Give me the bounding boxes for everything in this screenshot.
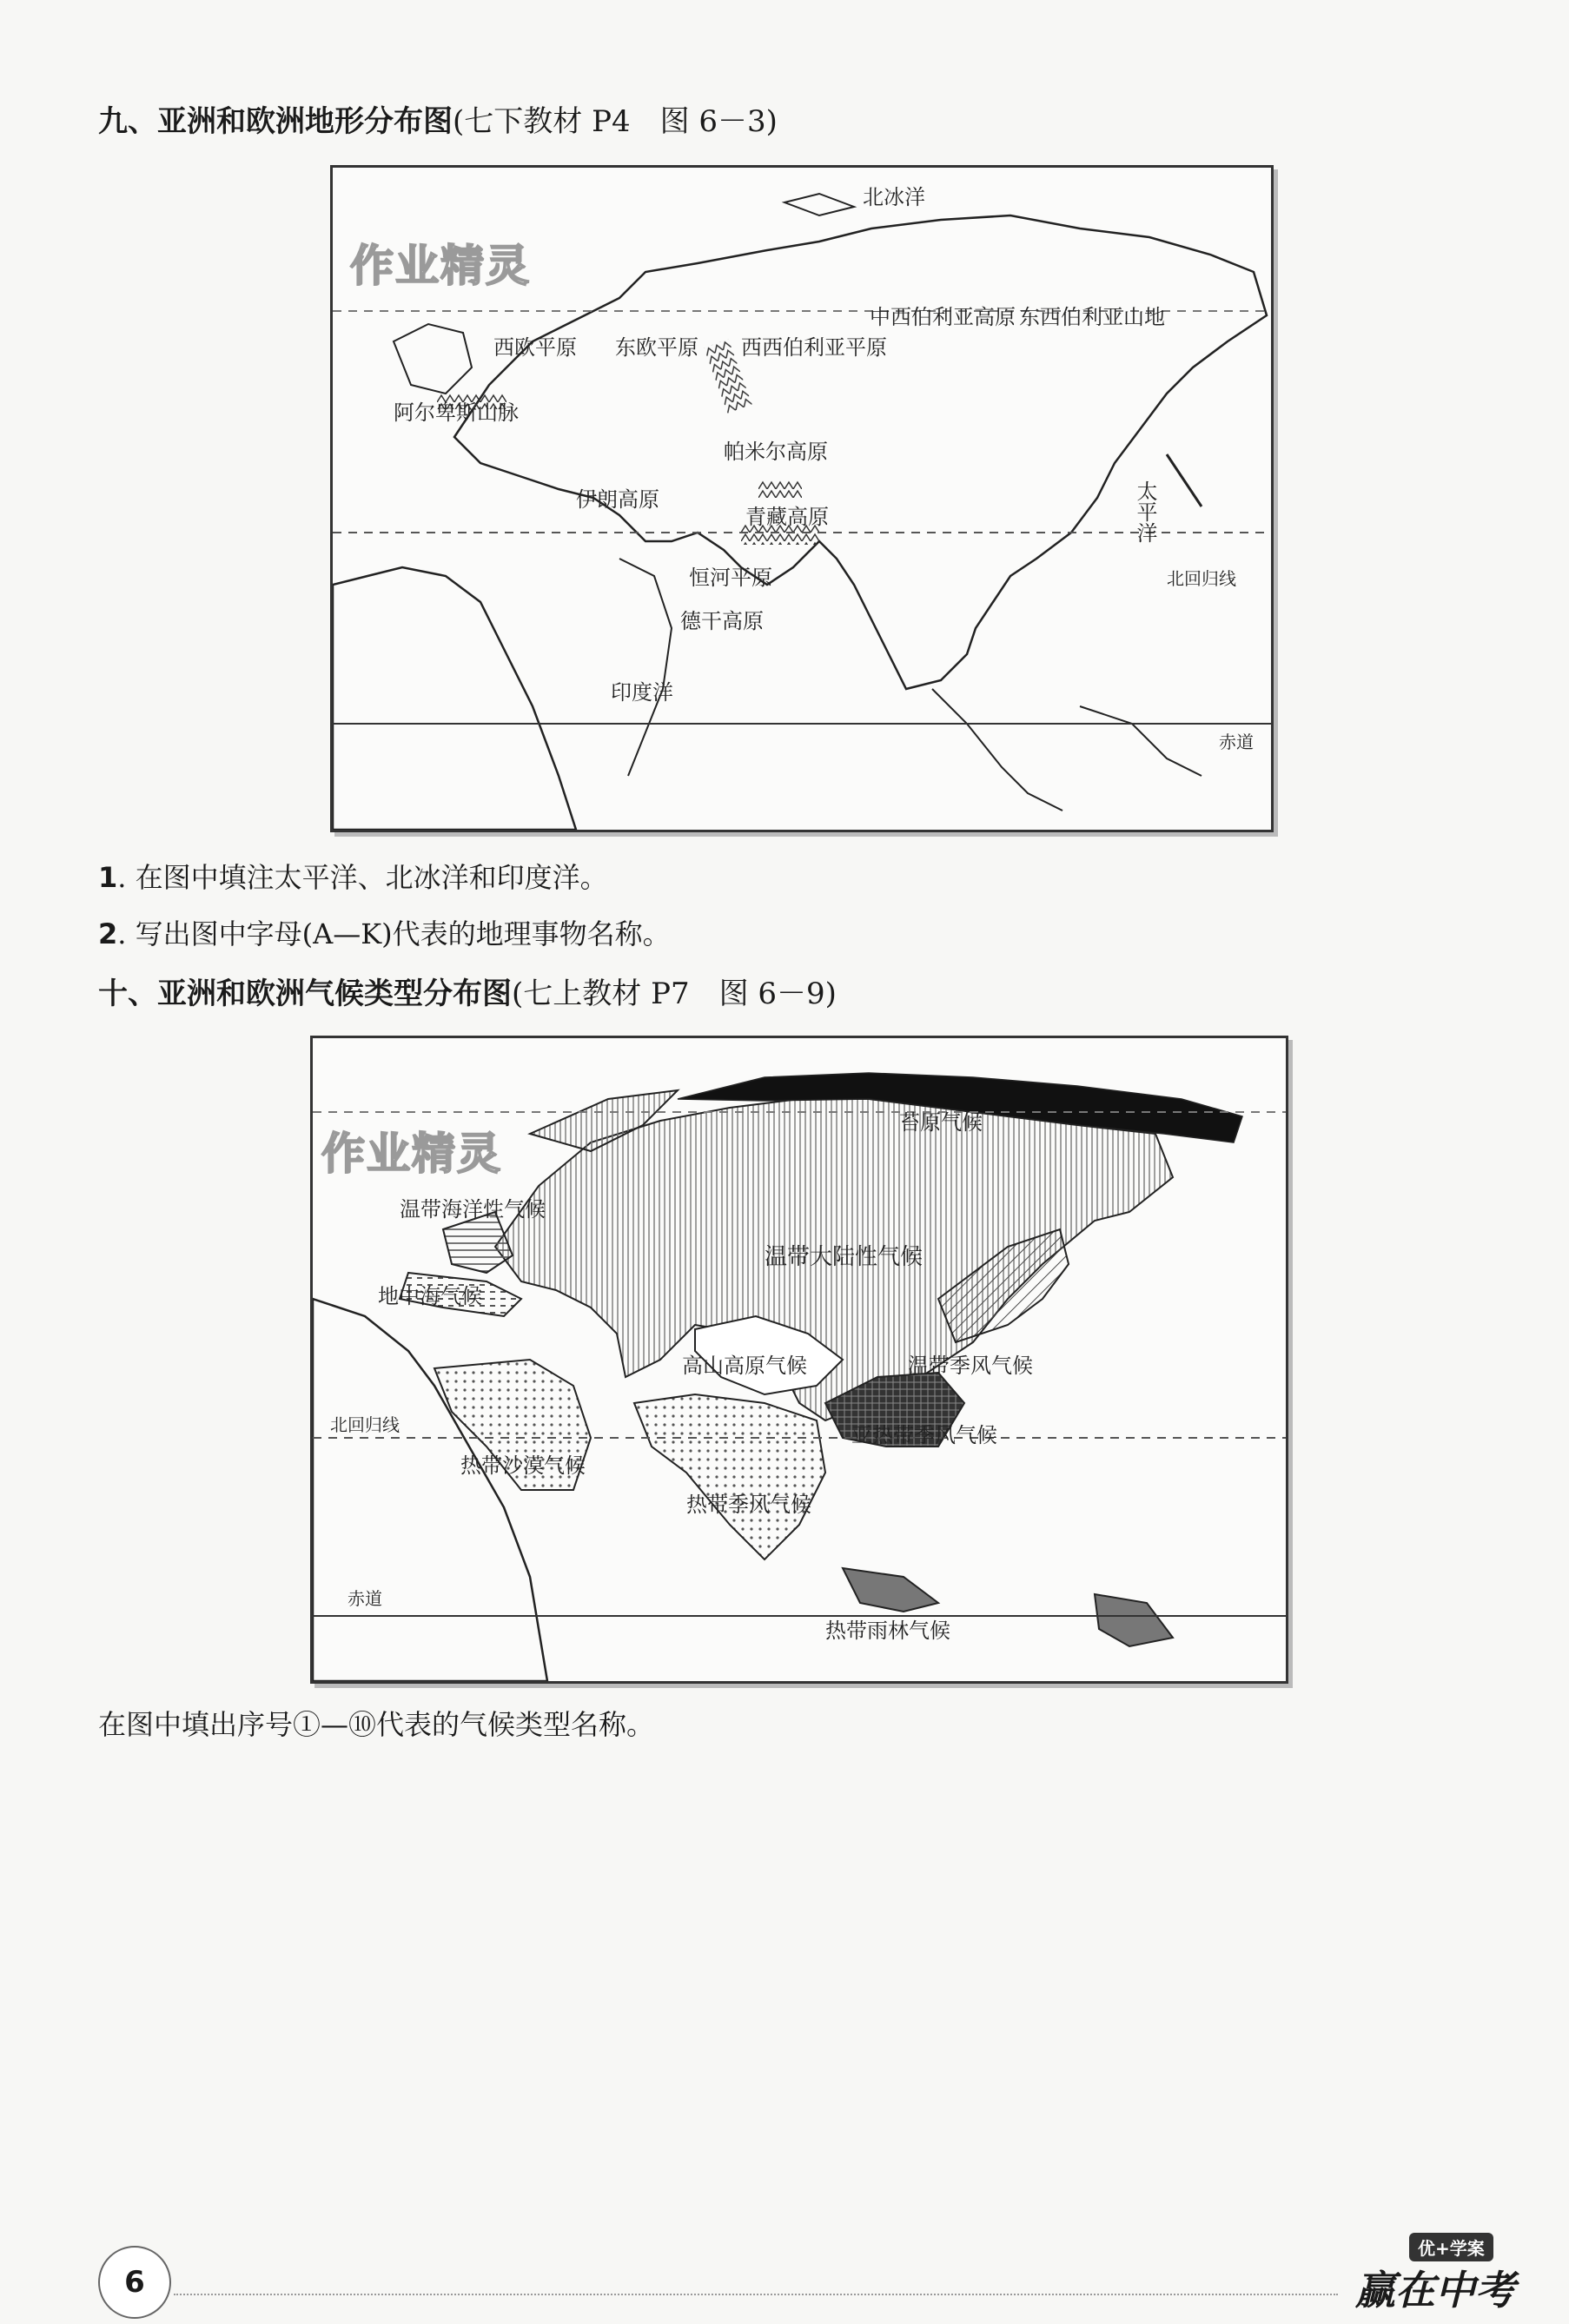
- label-maritime: 温带海洋性气候: [400, 1197, 546, 1222]
- label-iran-plateau: 伊朗高原: [576, 487, 659, 512]
- label-west-europe-plain: 西欧平原: [493, 335, 577, 360]
- section9-source: (七下教材 P4 图 6－3): [453, 104, 778, 139]
- label-alps: 阿尔卑斯山脉: [394, 401, 519, 425]
- brand-logo: [1355, 2233, 1515, 2314]
- question-2: [98, 912, 671, 952]
- question-1: [98, 856, 608, 896]
- label-ganges-plain: 恒河平原: [689, 566, 772, 590]
- footer-divider: [174, 2294, 1338, 2295]
- section9-heading: [98, 97, 778, 140]
- watermark-1: 作业精灵: [350, 241, 531, 291]
- question-2-number: 2: [98, 917, 118, 950]
- label-pacific: 太平洋: [1133, 480, 1157, 543]
- watermark-2: 作业精灵: [321, 1129, 502, 1179]
- label-tropic-1: 北回归线: [1167, 568, 1236, 589]
- question-2-text: . 写出图中字母(A—K)代表的地理事物名称。: [117, 917, 671, 950]
- brand-badge: 优+学案: [1409, 2233, 1493, 2261]
- label-deccan-plateau: 德干高原: [680, 609, 764, 633]
- label-central-siberian-plateau: 中西伯利亚高原: [870, 305, 1016, 329]
- label-equator-2: 赤道: [348, 1588, 382, 1609]
- section10-heading: [98, 970, 837, 1012]
- label-tropical-monsoon: 热带季风气候: [686, 1493, 811, 1517]
- label-temperate-monsoon: 温带季风气候: [908, 1354, 1033, 1378]
- section10-source: (七上教材 P7 图 6－9): [512, 977, 837, 1011]
- climate-map: [310, 1036, 1288, 1684]
- label-rainforest: 热带雨林气候: [825, 1619, 950, 1643]
- label-mediterranean: 地中海气候: [378, 1284, 482, 1308]
- label-east-europe-plain: 东欧平原: [615, 335, 698, 360]
- label-tropical-desert: 热带沙漠气候: [460, 1453, 586, 1478]
- label-pamir: 帕米尔高原: [724, 440, 828, 464]
- label-equator-1: 赤道: [1219, 732, 1254, 752]
- section10-instruction: 在图中填出序号①—⑩代表的气候类型名称。: [98, 1708, 655, 1741]
- question-1-number: 1: [98, 861, 118, 894]
- label-arctic: 北冰洋: [863, 185, 925, 209]
- label-west-siberian-plain: 西西伯利亚平原: [741, 335, 887, 360]
- label-continental: 温带大陆性气候: [765, 1244, 924, 1270]
- label-tropic-2: 北回归线: [330, 1414, 400, 1435]
- section10-title: 十、亚洲和欧洲气候类型分布图: [98, 977, 512, 1011]
- label-highland: 高山高原气候: [682, 1354, 807, 1378]
- page-number: 6: [98, 2246, 171, 2319]
- section9-title: 九、亚洲和欧洲地形分布图: [98, 104, 453, 139]
- terrain-map: [330, 165, 1274, 832]
- brand-text: 赢在中考: [1355, 2267, 1515, 2314]
- label-subtropical-monsoon: 亚热带季风气候: [851, 1423, 997, 1447]
- question-1-text: . 在图中填注太平洋、北冰洋和印度洋。: [117, 861, 608, 894]
- label-east-siberian-mountains: 东西伯利亚山地: [1019, 305, 1165, 329]
- label-indian: 印度洋: [611, 680, 673, 705]
- label-tibet-plateau: 青藏高原: [745, 505, 829, 529]
- label-tundra: 苔原气候: [899, 1110, 983, 1135]
